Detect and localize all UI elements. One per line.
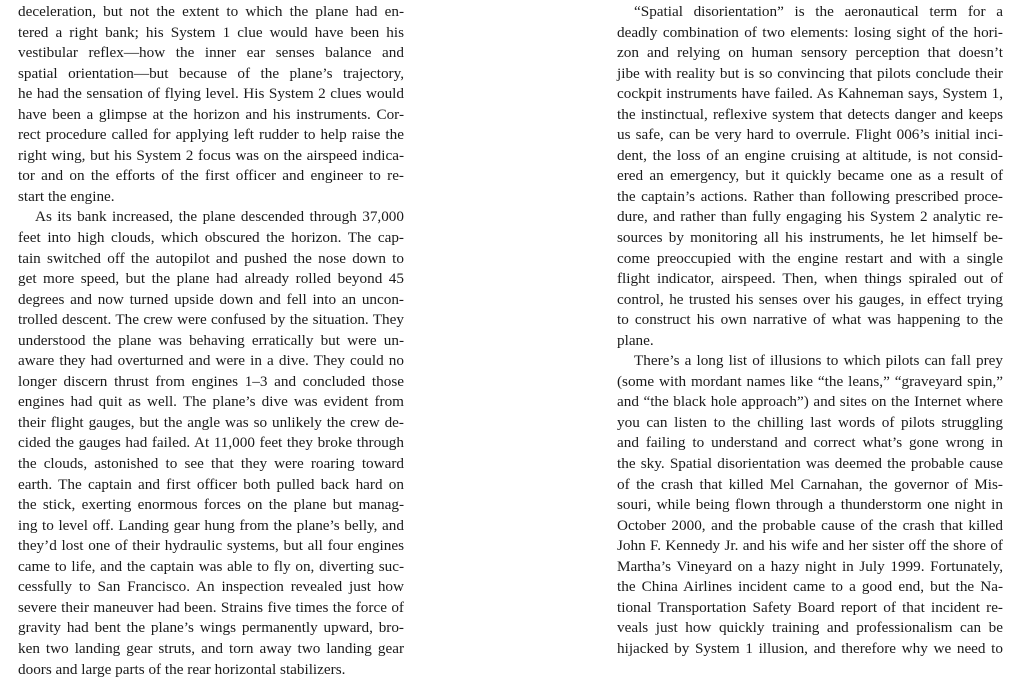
right-page-text-line: plane. — [617, 331, 654, 349]
left-page-text-line: degrees and now turned upside down and fell into an uncon- — [18, 290, 404, 308]
right-page-text-line: jibe with reality but is so convincing that pilots conclude their — [617, 64, 1003, 82]
left-page-text-line: severe their maneuver had been. Strains five times the force of — [18, 598, 404, 616]
right-page-text-column — [617, 2, 1003, 660]
left-page-text-line: gravity had bent the plane’s wings permanently upward, bro- — [18, 619, 404, 637]
left-page-text-line: cessfully to San Francisco. An inspection revealed just how — [18, 578, 404, 596]
left-page-text-line: doors and large parts of the rear horizontal stabilizers. — [18, 660, 346, 678]
left-page-text-line: feet into high clouds, which obscured the horizon. The cap- — [18, 229, 404, 247]
right-page-text-line: come preoccupied with the engine restart and with a single — [617, 249, 1003, 267]
right-page-text-line: ered an emergency, but it quickly became one as a result of — [617, 167, 1003, 185]
right-page-text-line: flight indicator, airspeed. Then, when things spiraled out of — [617, 270, 1003, 288]
left-page-text-line: start the engine. — [18, 187, 115, 205]
left-page-text-line: earth. The captain and first officer both pulled back hard on — [18, 475, 404, 493]
right-page-text-line: John F. Kennedy Jr. and his wife and her sister off the shore of — [617, 537, 1003, 555]
right-page-text-line: cockpit instruments have failed. As Kahneman says, System 1, — [617, 85, 1003, 103]
left-page-text-line: have been a glimpse at the horizon and his instruments. Cor- — [18, 105, 404, 123]
left-page-text-line: ing to level off. Landing gear hung from the plane’s belly, and — [18, 516, 404, 534]
right-page-text-line: “Spatial disorientation” is the aeronautical term for a — [634, 3, 1003, 20]
left-page-text-line: deceleration, but not the extent to which the plane had en- — [18, 3, 404, 20]
left-page-text-line: spatial orientation—but because of the plane’s trajectory, — [18, 64, 404, 82]
right-page-text-line: and failing to understand and correct what’s gone wrong in — [617, 434, 1003, 452]
left-page-text-line: longer discern thrust from engines 1–3 and concluded those — [18, 372, 404, 390]
right-page-text-line: tional Transportation Safety Board report of that incident re- — [617, 598, 1003, 616]
right-page-text-line: sources by monitoring all his instruments, he let himself be- — [617, 229, 1003, 247]
left-page-text-line: the clouds, astonished to see that they were roaring toward — [18, 455, 404, 473]
right-page-text-line: (some with mordant names like “the leans,” “graveyard spin,” — [617, 372, 1003, 390]
left-page-text-line: vestibular reflex—how the inner ear senses balance and — [18, 44, 404, 62]
left-page-text-line: aware they had overturned and were in a dive. They could no — [18, 352, 404, 370]
right-page-text-line: deadly combination of two elements: losing sight of the hori- — [617, 23, 1003, 41]
right-page-text-line: the sky. Spatial disorientation was deemed the probable cause — [617, 455, 1003, 473]
left-page-text-line: tor and on the efforts of the first officer and engineer to re- — [18, 167, 404, 185]
right-page-text-line: dure, and rather than fully engaging his System 2 analytic re- — [617, 208, 1003, 226]
right-page-text-line: and “the black hole approach”) and sites on the Internet where — [617, 393, 1003, 411]
left-page-text-line: trolled descent. The crew were confused by the situation. They — [18, 311, 404, 329]
left-page-text-line: ken two landing gear struts, and torn away two landing gear — [18, 639, 404, 657]
left-page-text-line: understood the plane was behaving erratically but were un- — [18, 331, 404, 349]
left-page-text-line: tered a right bank; his System 1 clue would have been his — [18, 23, 404, 41]
left-page-text-line: the stick, exerting enormous forces on the plane but manag- — [18, 496, 404, 514]
right-page-text-line: There’s a long list of illusions to which pilots can fall prey — [634, 352, 1003, 370]
left-page-text-column — [18, 2, 404, 680]
left-page-text-line: came to life, and the captain was able to fly on, diverting suc- — [18, 557, 404, 575]
right-page-text-line: us safe, can be very hard to overrule. Flight 006’s initial inci- — [617, 126, 1003, 144]
left-page-text-line: get more speed, but the plane had already rolled beyond 45 — [18, 270, 404, 288]
left-page-text-line: he had the sensation of flying level. His System 2 clues would — [18, 85, 404, 103]
left-page-text-line: engines had quit as well. The plane’s dive was evident from — [18, 393, 404, 411]
right-page-text-line: veals just how quickly training and professionalism can be — [617, 619, 1003, 637]
left-page-text-line: cided the gauges had failed. At 11,000 feet they broke through — [18, 434, 404, 452]
right-page-text-line: you can listen to the chilling last words of pilots struggling — [617, 413, 1003, 431]
right-page-text-line: souri, while being flown through a thunderstorm one night in — [617, 496, 1003, 514]
left-page-text-line: they’d lost one of their hydraulic systems, but all four engines — [18, 537, 404, 555]
right-page-text-line: October 2000, and the probable cause of the crash that killed — [617, 516, 1003, 534]
right-page-text-line: Martha’s Vineyard on a hazy night in July 1999. Fortunately, — [617, 557, 1003, 575]
right-page-text-line: of the crash that killed Mel Carnahan, the governor of Mis- — [617, 475, 1003, 493]
right-page-text-line: control, he trusted his senses over his gauges, in effect trying — [617, 290, 1003, 308]
right-page-text-line: hijacked by System 1 illusion, and therefore why we need to — [617, 639, 1003, 657]
right-page-text-line: to construct his own narrative of what was happening to the — [617, 311, 1003, 329]
right-page-text-line: the China Airlines incident came to a good end, but the Na- — [617, 578, 1003, 596]
right-page-text-line: the instinctual, reflexive system that detects danger and keeps — [617, 105, 1003, 123]
left-page-text-line: tain switched off the autopilot and pushed the nose down to — [18, 249, 404, 267]
right-page-text-line: the captain’s actions. Rather than following prescribed proce- — [617, 187, 1003, 205]
left-page-text-line: rect procedure called for applying left rudder to help raise the — [18, 126, 404, 144]
left-page-text-line: right wing, but his System 2 focus was on the airspeed indica- — [18, 146, 404, 164]
right-page-text-line: dent, the loss of an engine cruising at altitude, is not consid- — [617, 146, 1003, 164]
left-page-text-line: their flight gauges, but the angle was so unlikely the crew de- — [18, 413, 404, 431]
right-page-text-line: zon and relying on human sensory perception that doesn’t — [617, 44, 1003, 62]
left-page-text-line: As its bank increased, the plane descended through 37,000 — [35, 208, 404, 226]
